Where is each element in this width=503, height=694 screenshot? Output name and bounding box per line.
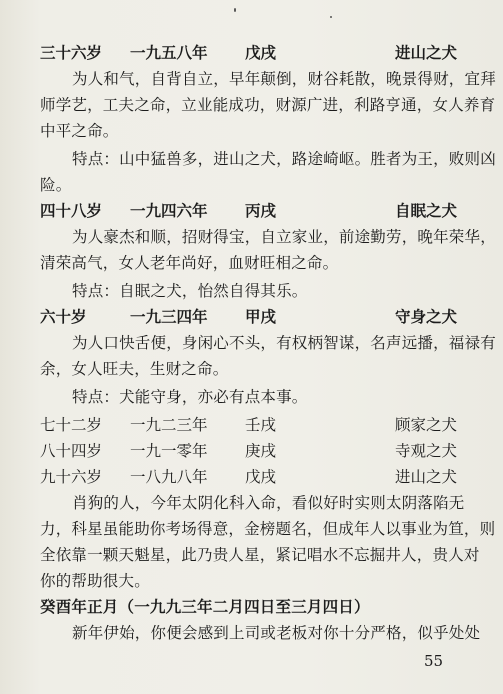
entry-stem: 丙戌 <box>245 201 277 220</box>
entry-age: 九十六岁 <box>40 468 103 486</box>
paragraph-line: 新年伊始，你便会感到上司或老板对你十分严格，似乎处处 <box>72 624 481 642</box>
entry-dog: 寺观之犬 <box>395 442 458 460</box>
entry-year: 一九二三年 <box>130 416 208 434</box>
entry-age: 六十岁 <box>40 307 87 326</box>
small-entry-row <box>0 464 503 490</box>
paragraph-line: 清荣高气，女人老年尚好，血财旺相之命。 <box>40 254 339 272</box>
page-number: 55 <box>424 652 444 670</box>
entry-age: 三十六岁 <box>40 43 103 62</box>
entry-header <box>0 40 503 66</box>
print-speck <box>234 8 236 12</box>
month-heading: 癸酉年正月（一九九三年二月四日至三月四日） <box>40 597 370 616</box>
entry-dog: 进山之犬 <box>395 468 458 486</box>
entry-age: 四十八岁 <box>40 201 103 220</box>
paragraph-line: 余，女人旺夫，生财之命。 <box>40 360 229 378</box>
entry-dog: 守身之犬 <box>395 307 458 326</box>
small-entry-row <box>0 438 503 464</box>
entry-year: 一九五八年 <box>130 43 208 62</box>
entry-stem: 壬戌 <box>245 416 277 434</box>
entry-header <box>0 304 503 330</box>
entry-year: 一八九八年 <box>130 468 208 486</box>
entry-year: 一九三四年 <box>130 307 208 326</box>
entry-dog: 自眠之犬 <box>395 201 458 220</box>
small-entry-row <box>0 412 503 438</box>
entry-dog: 进山之犬 <box>395 43 458 62</box>
paragraph-line: 特点：自眠之犬，怡然自得其乐。 <box>72 282 308 300</box>
paragraph-line: 力，科星虽能助你考场得意，金榜题名，但成年人以事业为笪，则 <box>40 520 496 538</box>
paragraph-line: 为人豪杰和顺，招财得宝，自立家业，前途勤劳，晚年荣华， <box>72 228 496 246</box>
entry-year: 一九四六年 <box>130 201 208 220</box>
paragraph-line: 为人口快舌便，身闲心不头，有权柄智谋，名声远播，福禄有 <box>72 334 496 352</box>
paragraph-line: 特点：山中猛兽多，进山之犬，路途崎岖。胜者为王，败则凶 <box>72 150 496 168</box>
entry-year: 一九一零年 <box>130 442 208 460</box>
print-speck <box>330 16 332 18</box>
paragraph-line: 为人和气，自背自立，早年颠倒，财谷耗散，晚景得财，宜拜 <box>72 70 496 88</box>
entry-age: 七十二岁 <box>40 416 103 434</box>
paragraph-line: 全依靠一颗天魁星，此乃贵人星，紧记唱水不忘掘井人，贵人对 <box>40 546 480 564</box>
paragraph-line: 特点：犬能守身，亦必有点本事。 <box>72 388 308 406</box>
entry-stem: 庚戌 <box>245 442 277 460</box>
entry-dog: 顾家之犬 <box>395 416 458 434</box>
entry-header <box>0 198 503 224</box>
entry-stem: 甲戌 <box>245 307 277 326</box>
paragraph-line: 肖狗的人，今年太阴化科入命，看似好时实则太阴落陷无 <box>72 494 465 512</box>
entry-stem: 戊戌 <box>245 43 277 62</box>
entry-stem: 戊戌 <box>245 468 277 486</box>
paragraph-line: 险。 <box>40 176 72 194</box>
paragraph-line: 你的帮助很大。 <box>40 572 150 590</box>
paragraph-line: 中平之命。 <box>40 122 119 140</box>
paragraph-line: 师学艺，工夫之命，立业能成功，财源广进，利路亨通，女人养育 <box>40 96 496 114</box>
entry-age: 八十四岁 <box>40 442 103 460</box>
